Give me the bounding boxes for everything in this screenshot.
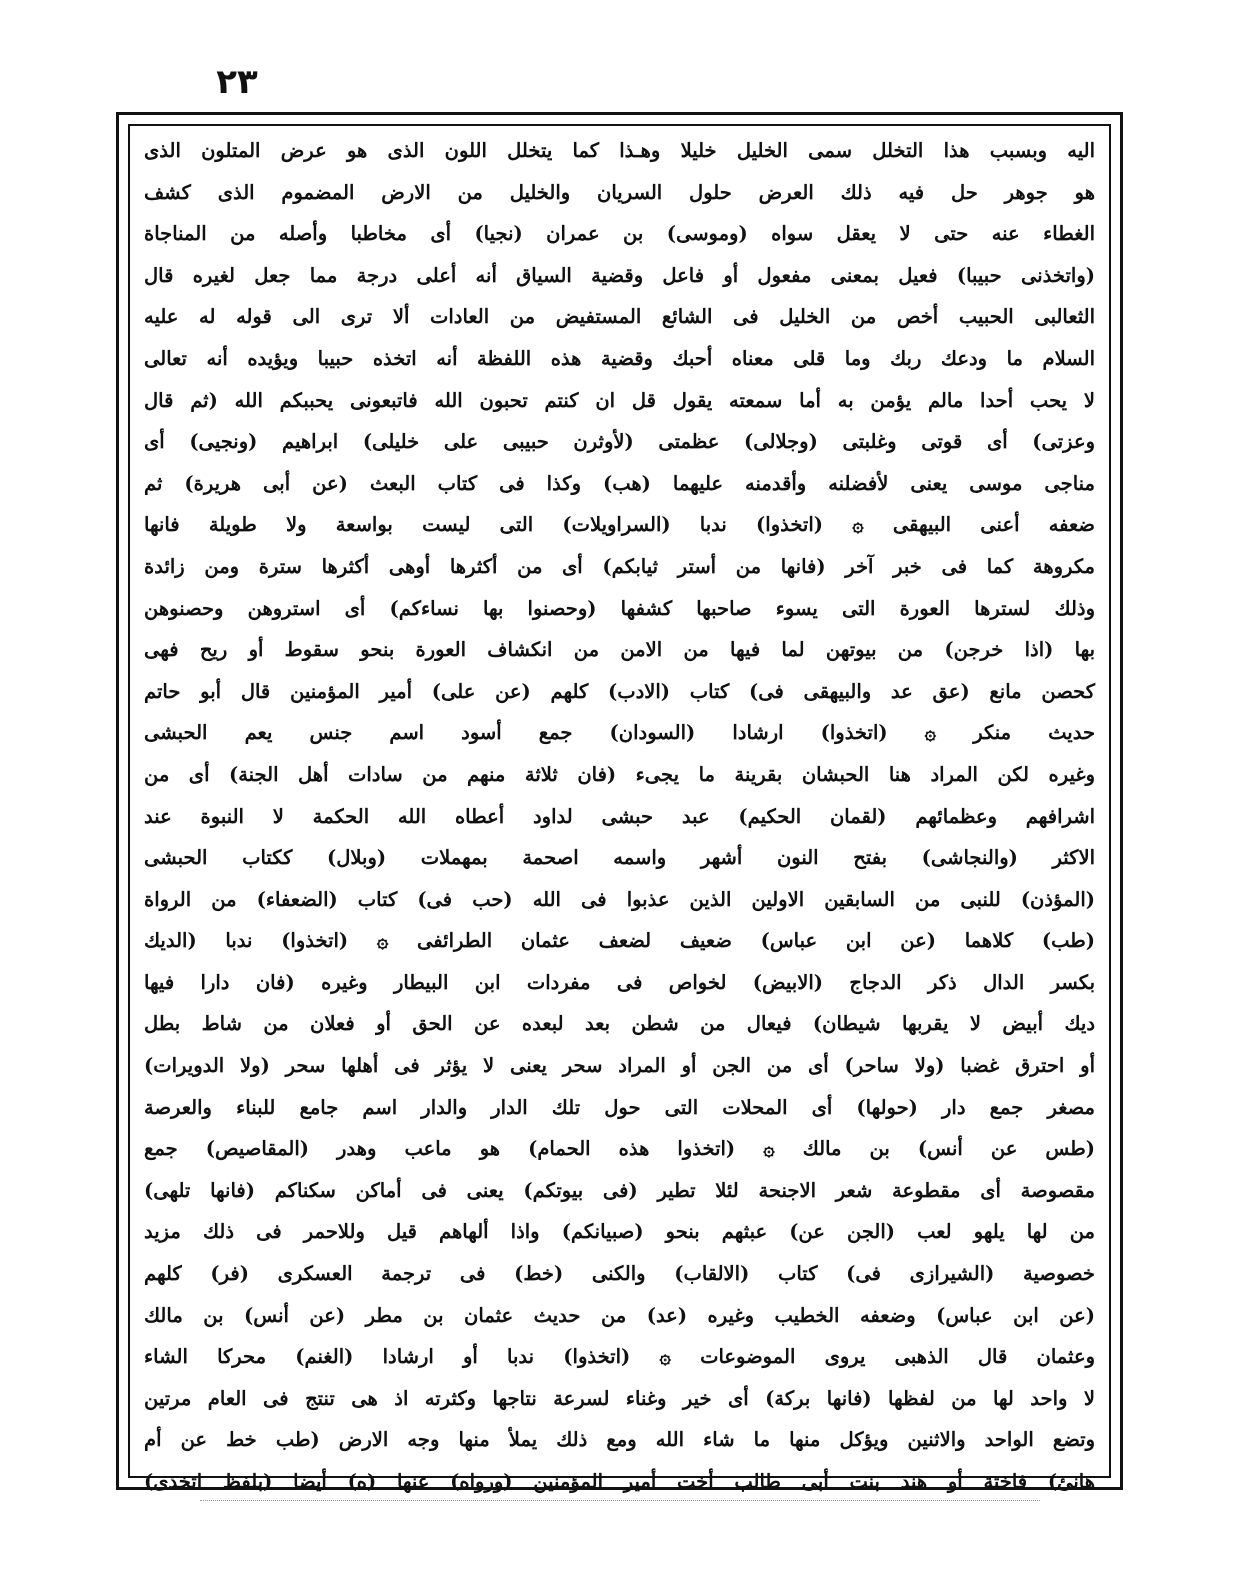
text-line: الثعالبى الحبيب أخص من الخليل فى الشائع المستفيض من العادات ألا ترى الى قوله له عليه [144,305,1095,329]
text-line: وتضع الواحد والاثنين ويؤكل منها ما شاء الله ومع ذلك يملأ منها وجه الارض (طب خط عن أم [144,1428,1095,1452]
text-line: مكروهة كما فى خبر آخر (فانها من أستر ثيابكم) أى من أكثرها أوهى أكثرها سترة ومن زائدة [144,554,1095,578]
text-line: من لها يلهو لعب (الجن عن) عبثهم بنحو (صبيانكم) واذا ألهاهم قيل وللاحمر فى ذلك مزيد [144,1220,1095,1244]
text-line: وذلك لسترها العورة التى يسوء صاحبها كشفها (وحصنوا بها نساءكم) أى استروهن وحصنوهن [144,596,1095,620]
text-line: اليه وبسبب هذا التخلل سمى الخليل خليلا وهـذا كما يتخلل اللون الذى هو عرض المتلون الذى [144,139,1095,162]
text-line: (المؤذن) للنبى من السابقين الاولين الذين عذبوا فى الله (حب فى) كتاب (الضعفاء) من الرواة [144,887,1095,911]
text-line: وغيره لكن المراد هنا الحبشان بقرينة ما يجىء (فان ثلاثة منهم من سادات أهل الجنة) أى من [144,762,1095,786]
text-line: السلام ما ودعك ربك وما قلى معناه أحبك وقضية هذه اللفظة أنه اتخذه حبيبا ويؤيده أنه تعالى [144,346,1095,370]
text-line: وعثمان قال الذهبى يروى الموضوعات ۞ (اتخذوا) ندبا أو ارشادا (الغنم) محركا الشاء [144,1345,1095,1369]
text-line: لا يحب أحدا مالم يؤمن به أما سمعته يقول قل ان كنتم تحبون الله فاتبعونى يحببكم الله (ثم قال [144,388,1095,412]
text-line: اشرافهم وعظمائهم (لقمان الحكيم) عبد حبشى لداود أعطاه الله الحكمة لا النبوة عند [144,804,1095,828]
text-line: كحصن مانع (عق عد والبيهقى فى) كتاب (الادب) كلهم (عن على) أمير المؤمنين قال أبو حاتم [144,679,1095,703]
text-line: (عن ابن عباس) وضعفه الخطيب وغيره (عد) من حديث عثمان بن مطر (عن أنس) بن مالك [144,1303,1095,1327]
text-line: هو جوهر حل فيه ذلك العرض حلول السريان والخليل من الارض المضموم الذى كشف [144,180,1095,204]
text-line: حديث منكر ۞ (اتخذوا) ارشادا (السودان) جمع أسود اسم جنس يعم الحبشى [144,721,1095,745]
text-line: هانئ) فاختة أو هند بنت أبى طالب أخت أمير المؤمنين (ورواه) عنها (ه) أيضا (بلفظ اتخذى) [144,1470,1095,1493]
text-line: (طس عن أنس) بن مالك ۞ (اتخذوا هذه الحمام) هو ماعب وهدر (المقاصيص) جمع [144,1137,1095,1161]
text-line: الغطاء عنه حتى لا يعقل سواه (وموسى) بن عمران (نجيا) أى مخاطبا وأصله من المناجاة [144,222,1095,246]
main-text-block [144,130,1095,1493]
text-line: (طب) كلاهما (عن ابن عباس) ضعيف لضعف عثمان الطرائفى ۞ (اتخذوا) ندبا (الديك [144,929,1095,953]
text-line: ضعفه أعنى البيهقى ۞ (اتخذوا) ندبا (السراويلات) التى ليست بواسعة ولا طويلة فانها [144,513,1095,537]
text-line: (واتخذنى حبيبا) فعيل بمعنى مفعول أو فاعل وقضية السياق أنه أعلى درجة مما جعل لغيره قال [144,263,1095,287]
text-line: ديك أبيض لا يقربها شيطان) فيعال من شطن بعد لبعده عن الحق أو فعلان من شاط بطل [144,1012,1095,1036]
bottom-rule [200,1500,1040,1501]
text-line: بها (اذا خرجن) من بيوتهن لما فيها من الامن من انكشاف العورة بنحو سقوط أو ريح فهى [144,638,1095,662]
text-line: أو احترق غضبا (ولا ساحر) أى من الجن أو المراد سحر يعنى لا يؤثر فى أهلها سحر (ولا الدويرات) [144,1054,1095,1078]
text-line: الاكثر (والنجاشى) بفتح النون أشهر واسمه اصحمة بمهملات (وبلال) ككتاب الحبشى [144,846,1095,870]
text-line: وعزتى) أى قوتى وغلبتى (وجلالى) عظمتى (لأوثرن حبيبى على خليلى) ابراهيم (ونجيى) أى [144,430,1095,454]
text-line: بكسر الدال ذكر الدجاج (الابيض) لخواص فى مفردات ابن البيطار وغيره (فان دارا فيها [144,970,1095,994]
text-line: مقصوصة أى مقطوعة شعر الاجنحة لئلا تطير (فى بيوتكم) يعنى فى أماكن سكناكم (فانها تلهى) [144,1178,1095,1202]
text-line: مناجى موسى يعنى لأفضلنه وأقدمنه عليهما (هب) وكذا فى كتاب البعث (عن أبى هريرة) ثم [144,471,1095,495]
text-line: لا واحد لها من لفظها (فانها بركة) أى خير وغناء لسرعة نتاجها وكثرته اذ هى تنتج فى العام مرتين [144,1386,1095,1410]
text-line: خصوصية (الشيرازى فى) كتاب (الالقاب) والكنى (خط) فى ترجمة العسكرى (فر) كلهم [144,1262,1095,1286]
page-number: ٢٣ [216,62,258,102]
text-line: مصغر جمع دار (حولها) أى المحلات التى حول تلك الدار والدار اسم جامع للبناء والعرصة [144,1095,1095,1119]
